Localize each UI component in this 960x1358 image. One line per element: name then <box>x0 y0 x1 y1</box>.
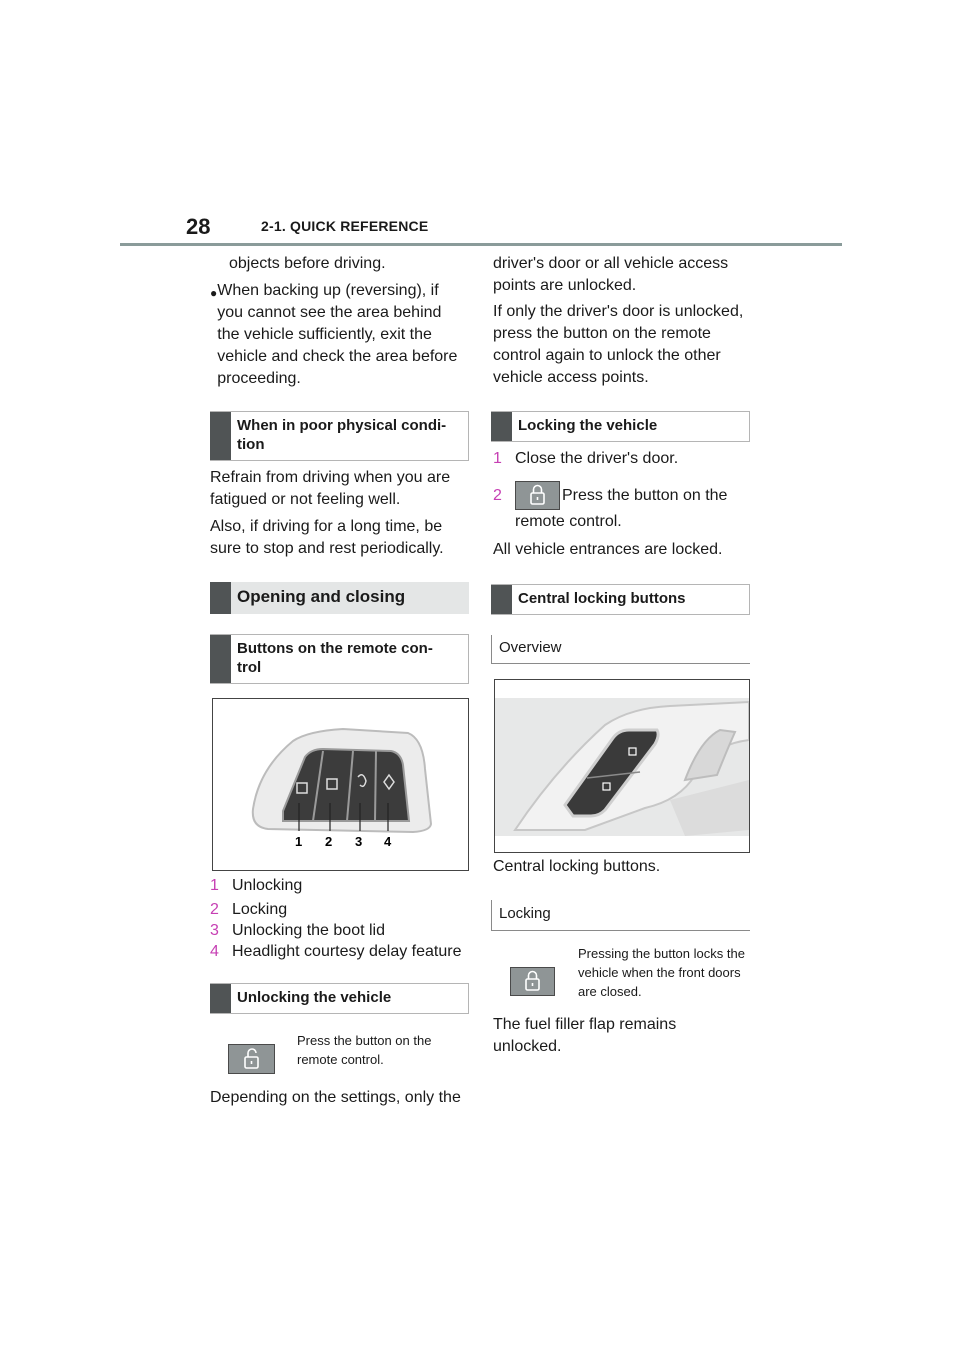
central-locking-figure <box>494 679 750 853</box>
heading-remote-buttons <box>210 634 469 684</box>
step-number: 1 <box>493 450 502 467</box>
paragraph-refrain: Refrain from driving when you are fatigued or not feeling well. <box>210 469 451 508</box>
header-rule <box>120 243 842 246</box>
key-fob-figure <box>212 698 469 871</box>
paragraph-all-locked: All vehicle entrances are locked. <box>493 541 723 558</box>
heading-text: Central locking buttons <box>518 590 686 607</box>
heading-line: trol <box>237 659 262 676</box>
unlock-button-icon <box>228 1044 275 1074</box>
heading-poor-condition <box>210 411 469 461</box>
subheading-text: Locking <box>499 905 551 922</box>
list-number: 2 <box>210 901 219 918</box>
list-item <box>210 941 470 962</box>
heading-bar <box>210 582 231 614</box>
paragraph-fuel-flap: The fuel filler flap remains unlocked. <box>493 1016 677 1055</box>
list-number: 3 <box>210 922 219 939</box>
figure-label-2: 2 <box>325 834 333 849</box>
step-text: Close the driver's door. <box>515 450 679 467</box>
paragraph-continuation: driver's door or all vehicle access points are unlocked. <box>493 255 729 294</box>
heading-opening-closing <box>210 582 469 614</box>
list-item <box>210 920 470 941</box>
heading-bar <box>491 412 512 441</box>
list-text: Locking <box>232 901 288 918</box>
list-item <box>210 899 470 920</box>
step-1 <box>493 448 751 470</box>
figure-label-4: 4 <box>384 834 392 849</box>
heading-bar <box>210 635 231 683</box>
locking-note: Pressing the button locks the vehicle when the front doors are closed. <box>578 946 745 999</box>
figure-caption: Central locking buttons. <box>493 858 661 875</box>
section-title: 2-1. QUICK REFERENCE <box>261 218 429 234</box>
subheading-text: Overview <box>499 639 562 656</box>
door-panel-illustration <box>495 680 749 852</box>
paragraph-also: Also, if driving for a long time, be sure to stop and rest periodically. <box>210 518 444 557</box>
heading-unlocking <box>210 983 469 1014</box>
heading-bar <box>491 585 512 614</box>
bullet-icon: ● <box>210 286 218 300</box>
heading-text: Unlocking the vehicle <box>237 989 392 1006</box>
list-text: Unlocking the boot lid <box>232 922 385 939</box>
bullet-item <box>210 280 460 390</box>
list-number: 1 <box>210 877 219 894</box>
heading-text: Locking the vehicle <box>518 417 658 434</box>
paragraph-if-only: If only the driver's door is unlocked, press the button on the remote control again to unlock the other vehicle access points. <box>493 303 744 386</box>
heading-bar <box>210 412 231 460</box>
step-2-number <box>493 485 515 507</box>
key-fob-illustration <box>213 699 468 870</box>
legend-list <box>210 875 470 962</box>
heading-text: Opening and closing <box>237 587 406 606</box>
subheading-overview <box>491 635 750 664</box>
heading-line: When in poor physical condi- <box>237 417 447 434</box>
bullet-text: When backing up (reversing), if you cannot see the area behind the vehicle sufficiently, exit the vehicle and check the area before proceeding. <box>217 282 458 387</box>
figure-label-3: 3 <box>355 834 363 849</box>
list-text: Unlocking <box>232 877 303 894</box>
unlock-note: Press the button on the remote control. <box>297 1033 432 1067</box>
step-2-text: Press the button on the <box>562 487 728 504</box>
figure-label-1: 1 <box>295 834 303 849</box>
lock-button-icon <box>515 481 560 510</box>
heading-line: tion <box>237 436 265 453</box>
list-number: 4 <box>210 943 219 960</box>
heading-bar <box>210 984 231 1013</box>
list-item <box>210 875 470 896</box>
step-number: 2 <box>493 487 502 504</box>
paragraph-depending: Depending on the settings, only the <box>210 1089 461 1106</box>
heading-locking-vehicle <box>491 411 750 442</box>
heading-central-locking <box>491 584 750 615</box>
intro-continuation: objects before driving. <box>229 255 386 272</box>
subheading-locking <box>491 900 750 931</box>
page-number: 28 <box>186 214 211 239</box>
heading-line: Buttons on the remote con- <box>237 640 433 657</box>
step-2-text-continued: remote control. <box>515 513 622 530</box>
lock-button-icon <box>510 967 555 996</box>
list-text: Headlight courtesy delay feature <box>232 943 462 960</box>
